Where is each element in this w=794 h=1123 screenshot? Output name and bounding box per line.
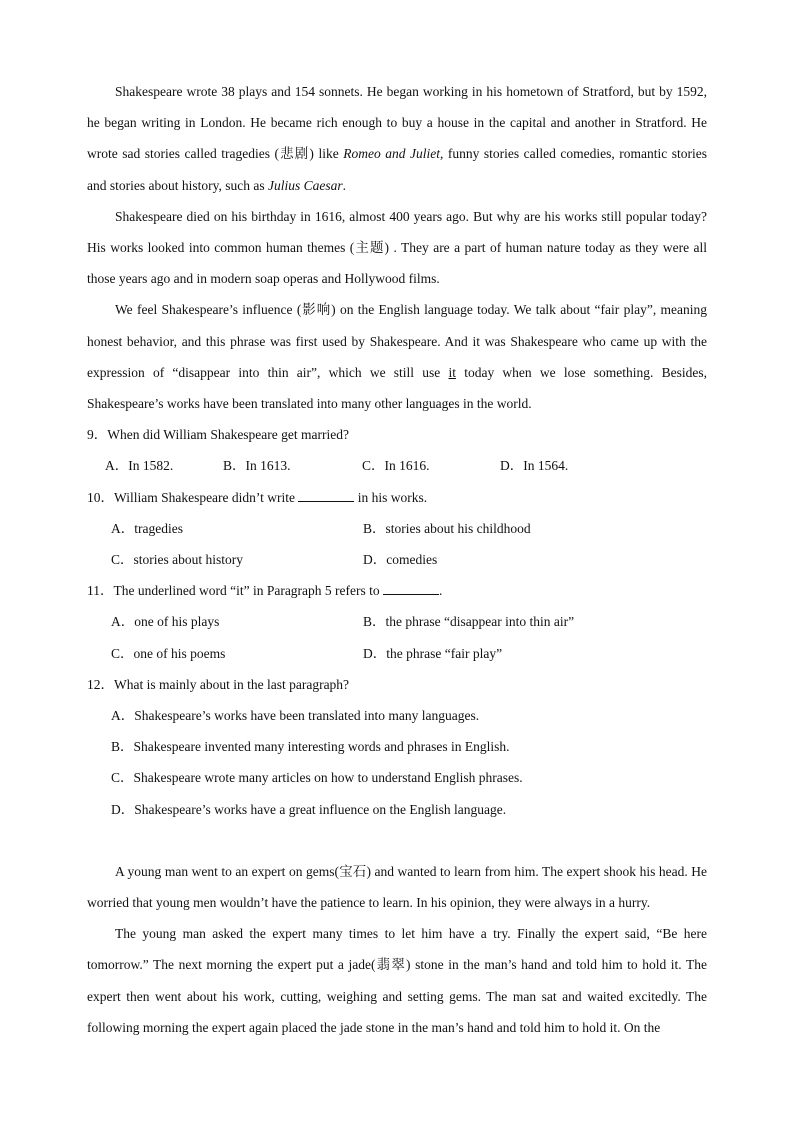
option-c: C．Shakespeare wrote many articles on how to understand English phrases. [111,770,523,786]
text: 10．William Shakespeare didn’t write [87,489,299,505]
paragraph-influence [87,294,707,419]
title-julius-caesar: Julius Caesar [267,177,343,193]
option-b: B．the phrase “disappear into thin air” [363,614,575,630]
question-11-options-cd [87,638,707,669]
option-a: A．one of his plays [111,614,220,630]
question-12-stem: 12．What is mainly about in the last paragraph? [87,676,350,692]
option-a: A．Shakespeare’s works have been translated into many languages. [111,708,480,724]
answer-blank [383,582,439,595]
underlined-word-it: it [448,364,456,380]
question-10-options-cd [87,544,707,575]
paragraph-jade-stone: The young man asked the expert many times to let him have a try. Finally the expert said, “Be here tomorrow.” The next morning the expert put a jade(翡翠) stone in the man’s hand and told him to hold it. The expert then went about his work, cutting, weighing and setting gems. The man sat and waited excitedly. The following morning the expert again placed the jade stone in the man’s hand and told him to hold it. On the [87,926,707,1035]
option-c: C．In 1616. [362,458,430,474]
option-b: B．Shakespeare invented many interesting words and phrases in English. [111,739,510,755]
document-page [87,76,707,1043]
text: 11．The underlined word “it” in Paragraph 5 refers to [87,583,384,599]
paragraph-young-man: A young man went to an expert on gems(宝石) and wanted to learn from him. The expert shook his head. He worried that young men wouldn’t have the patience to learn. In his opinion, they were always in a hurry. [87,863,707,911]
option-d: D．the phrase “fair play” [363,645,503,661]
text: We feel Shakespeare’s influence (影响) on the English language today. We talk about “fair play”, meaning honest behavior, and this phrase was first used by Shakespeare. And it was Shakespeare who came up with the expression of “disappear into thin air”, which we still use [87,302,707,380]
option-b: B．stories about his childhood [363,520,531,536]
question-9-options [87,450,707,481]
section-spacer [87,825,707,856]
paragraph-plays [87,76,707,201]
answer-blank [298,489,354,502]
option-d: D．In 1564. [500,458,569,474]
option-d: D．Shakespeare’s works have a great influence on the English language. [111,801,507,817]
text: today when we lose something. Besides, Shakespeare’s works have been translated into many other languages in the world. [87,364,708,412]
option-c: C．stories about history [111,552,243,568]
option-a: A．In 1582. [105,458,174,474]
text: Shakespeare wrote 38 plays and 154 sonnets. He began working in his hometown of Stratford, but by 1592, he began writing in London. He became rich enough to buy a house in the capital and another in Stratford. He wrote sad stories called tragedies (悲剧) like [87,84,707,162]
question-10-options-ab [87,513,707,544]
option-c: C．one of his poems [111,645,226,661]
question-10-stem [87,482,707,513]
text: in his works. [354,489,428,505]
question-11-stem [87,575,707,606]
question-9-stem: 9．When did William Shakespeare get married? [87,427,349,443]
text: . [439,583,443,599]
text: , funny stories called comedies, romantic stories and stories about history, such as [87,146,707,193]
option-b: B．In 1613. [223,458,291,474]
option-a: A．tragedies [111,520,183,536]
text: . [342,177,346,193]
question-11-options-ab [87,606,707,637]
option-d: D．comedies [363,552,438,568]
title-romeo-and-juliet: Romeo and Juliet [343,146,440,162]
paragraph-death: Shakespeare died on his birthday in 1616, almost 400 years ago. But why are his works still popular today? His works looked into common human themes (主题) . They are a part of human nature today as they were all those years ago and in modern soap operas and Hollywood films. [87,208,707,287]
